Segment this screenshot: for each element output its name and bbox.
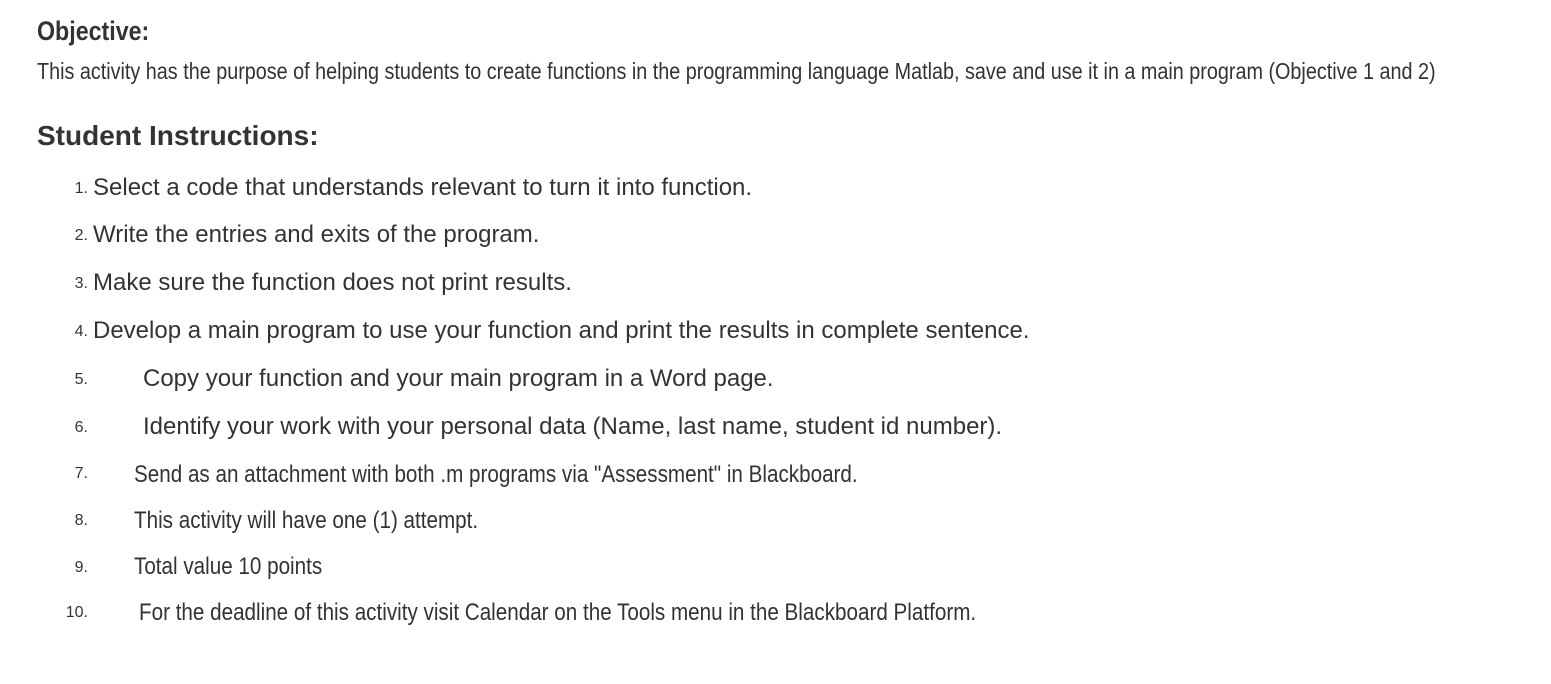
- item-text: Send as an attachment with both .m programs via "Assessment" in Blackboard.: [134, 461, 858, 488]
- item-number: 10.: [65, 604, 88, 621]
- item-number: 7.: [74, 465, 88, 482]
- item-number: 1.: [74, 180, 88, 197]
- item-number: 3.: [74, 275, 88, 292]
- item-number: 8.: [74, 512, 88, 529]
- item-text: This activity will have one (1) attempt.: [134, 507, 479, 534]
- item-number: 2.: [74, 227, 88, 244]
- item-text: Identify your work with your personal data (Name, last name, student id number).: [143, 413, 1003, 440]
- objective-text: This activity has the purpose of helping students to create functions in the programming language Matlab, save and use it in a main program (Objective 1 and 2): [37, 58, 1436, 84]
- item-text: Select a code that understands relevant to turn it into function.: [93, 174, 753, 201]
- item-number: 6.: [74, 419, 88, 436]
- item-text: For the deadline of this activity visit Calendar on the Tools menu in the Blackboard Platform.: [139, 599, 977, 626]
- item-text: Develop a main program to use your function and print the results in complete sentence.: [93, 317, 1030, 344]
- item-number: 4.: [74, 323, 88, 340]
- item-text: Write the entries and exits of the program.: [93, 221, 540, 248]
- item-number: 5.: [74, 371, 88, 388]
- item-number: 9.: [74, 559, 88, 576]
- instructions-heading: Student Instructions:: [37, 120, 319, 151]
- item-text: Make sure the function does not print results.: [93, 269, 572, 296]
- item-text: Copy your function and your main program in a Word page.: [143, 365, 774, 392]
- item-text: Total value 10 points: [134, 553, 323, 580]
- objective-heading: Objective:: [37, 16, 150, 46]
